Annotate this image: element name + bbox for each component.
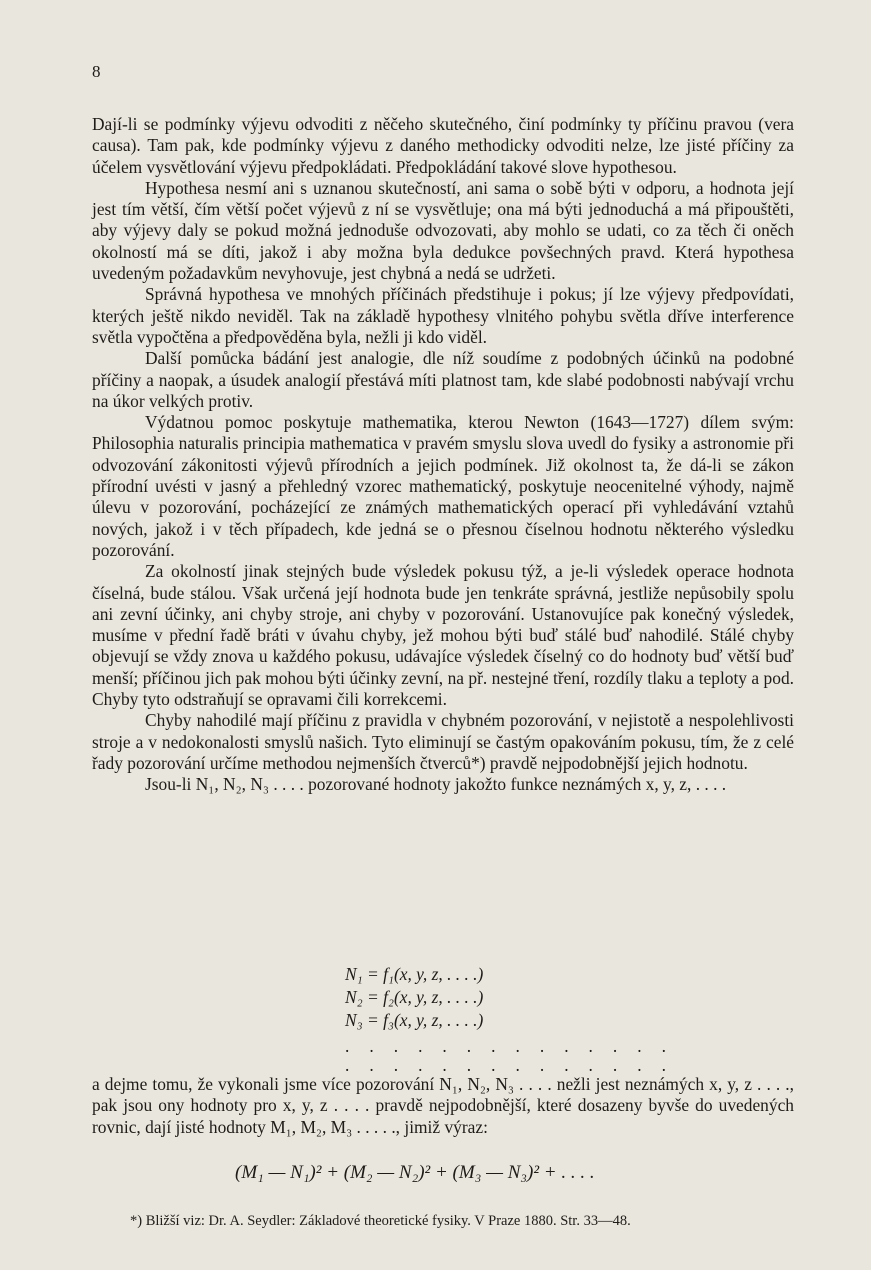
sum-of-squares-expression: (M₁ — N₁)² + (M₂ — N₂)² + (M₃ — N₃)² + . . . . xyxy=(235,1162,595,1183)
paragraph-4: Další pomůcka bádání jest analogie, dle níž soudíme z podobných účinků na podobné příčiny a naopak, a úsudek analogií přestává míti platnost tam, kde slabé podobnosti nabývají vrchu na úkor velkých protiv. xyxy=(92,348,794,411)
page-number: 8 xyxy=(92,62,101,81)
closing-paragraph: a dejme tomu, že vykonali jsme více pozorování N₁, N₂, N₃ . . . . nežli jest neznámých x, y, z . . . ., pak jsou ony hodnoty pro x, y, z . . . . pravdě nejpodobnější, které dosazeny byvše do uvedených rovnic, dají jisté hodnoty M₁, M₂, M₃ . . . . ., jimiž výraz: xyxy=(92,1074,794,1137)
footnote: *) Bližší viz: Dr. A. Seydler: Základové theoretické fysiky. V Praze 1880. Str. 33—48. xyxy=(130,1213,631,1229)
paragraph-7: Chyby nahodilé mají příčinu z pravidla v chybném pozorování, v nejistotě a nespolehlivosti stroje a v nedokonalosti smyslů našich. Tyto eliminují se častým opakováním pokusu, tím, že z celé řady pozorování určíme methodou nejmenších čtverců*) pravdě nejpodobnější jejich hodnotu. xyxy=(92,710,794,773)
equation-3: N₃ = f₃(x, y, z, . . . .) xyxy=(345,1010,484,1030)
dots-row-1: . . . . . . . . . . . . . . xyxy=(345,1036,674,1056)
dots-row-2: . . . . . . . . . . . . . . xyxy=(345,1055,674,1075)
paragraph-6: Za okolností jinak stejných bude výsledek pokusu týž, a je-li výsledek operace hodnota číselná, bude stálou. Však určená její hodnota bude jen tenkráte správná, jestliže nepůsobily spolu ani zevní účinky, ani chyby stroje, ani chyby v pozorování. Ustanovujíce pak konečný výsledek, musíme v přední řadě bráti v úvahu chyby, jež mohou býti buď stálé buď nahodilé. Stálé chyby objevují se vždy znova u každého pokusu, udávajíce výsledek číselný co do hodnoty buď větší buď menší; příčinou jich pak mohou býti účinky zevní, na př. nestejné tření, rozdíly tlaku a teploty a pod. Chyby tyto odstraňují se opravami čili korrekcemi. xyxy=(92,561,794,710)
equation-1: N₁ = f₁(x, y, z, . . . .) xyxy=(345,964,484,984)
paragraph-2: Hypothesa nesmí ani s uznanou skutečností, ani sama o sobě býti v odporu, a hodnota její jest tím větší, čím větší počet výjevů z ní se vysvětluje; ona má býti jednoduchá a má připouštěti, aby výjevy daly se pokud možná jednoduše odvozovati, aby mohlo se udati, co za těch či oněch okolností má se díti, jakož i aby možna byla dedukce povšechných pravd. Která hypothesa uvedeným požadavkům nevyhovuje, jest chybná a nedá se udržeti. xyxy=(92,177,794,284)
body-text xyxy=(92,114,794,796)
equation-2: N₂ = f₂(x, y, z, . . . .) xyxy=(345,987,484,1007)
paragraph-5: Výdatnou pomoc poskytuje mathematika, kterou Newton (1643—1727) dílem svým: Philosophia naturalis principia mathematica v pravém smyslu slova uvedl do fysiky a astronomie při odvozování zákonitosti výjevů přírodních a jejich podmínek. Již okolnost ta, že dá-li se zákon přírodní uvésti v jasný a přehledný vzorec mathematický, poskytuje neocenitelné výhody, najmě úlevu v pozorování, pocházející ze známých mathematických operací při vyhledávání vztahů nových, jakož i v těch případech, kde jedná se o přesnou číselnou hodnotu některého výsledku pozorování. xyxy=(92,412,794,560)
paragraph-3: Správná hypothesa ve mnohých příčinách předstihuje i pokus; jí lze výjevy předpovídati, kterých ještě nikdo neviděl. Tak na základě hypothesy vlnitého pohybu světla dříve interference světla vypočtěna a předpověděna byla, nežli ji kdo viděl. xyxy=(92,284,794,347)
paragraph-1: Dají-li se podmínky výjevu odvoditi z něčeho skutečného, činí podmínky ty příčinu pravou (vera causa). Tam pak, kde podmínky výjevu z daného methodicky odvoditi nelze, lze jisté příčiny za účelem vysvětlování výjevu předpokládati. Předpokládání takové slove hypothesou. xyxy=(92,114,794,177)
closing-text xyxy=(92,1074,794,1138)
paragraph-8: Jsou-li N₁, N₂, N₃ . . . . pozorované hodnoty jakožto funkce neznámých x, y, z, . . . . xyxy=(145,774,727,795)
